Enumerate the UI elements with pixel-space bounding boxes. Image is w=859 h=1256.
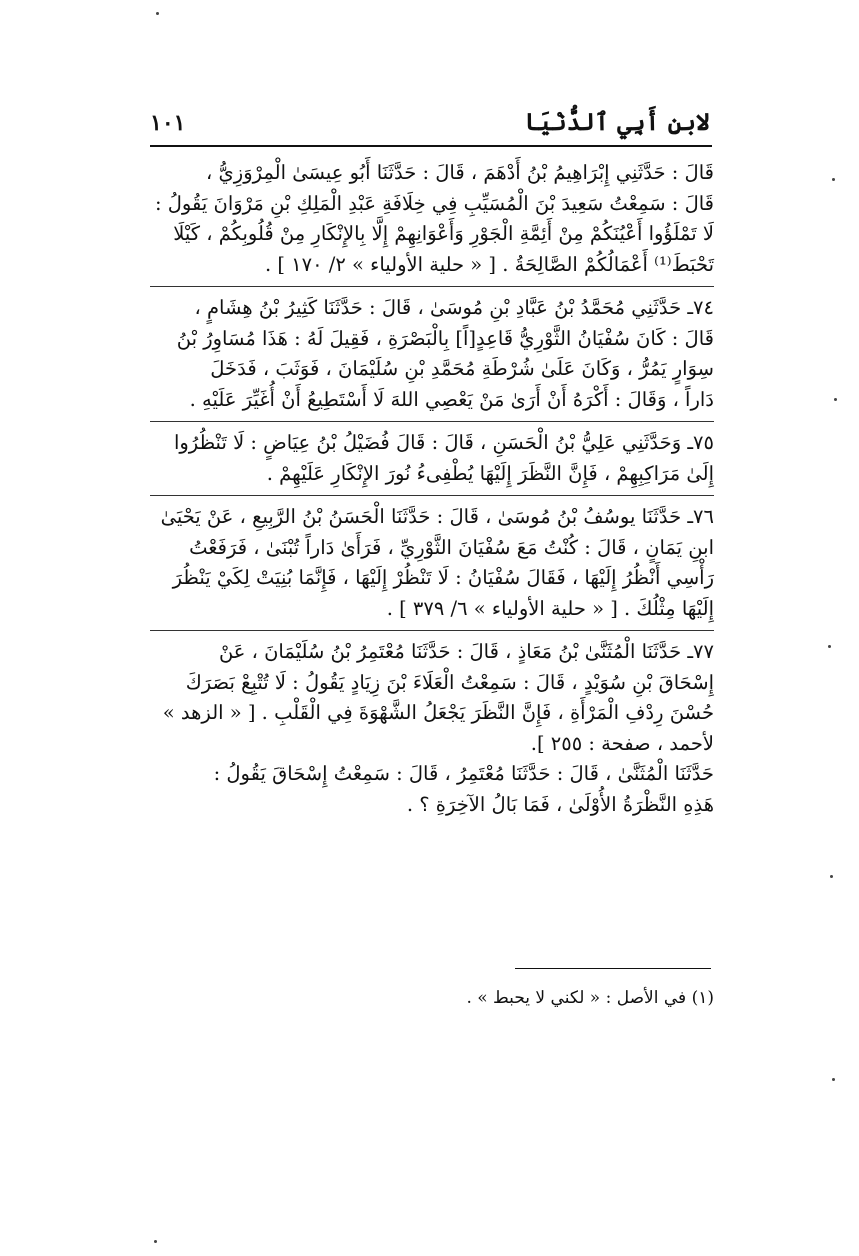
text-line: سِوَارٍ يَمُرُّ ، وَكَانَ عَلَىٰ شُرْطَةِ مُحَمَّدِ بْنِ سُلَيْمَانَ ، فَوَثَبَ ، فَدَخَلَ bbox=[210, 357, 714, 380]
text-line: دَاراً ، وَقَالَ : أَكْرَهُ أَنْ أَرَىٰ مَنْ يَعْصِي اللهَ لَا أَسْتَطِيعُ أَنْ أُغَيِّرَ عَلَيْهِ . bbox=[189, 387, 714, 411]
margin-dot bbox=[832, 178, 835, 181]
page-number: ١٠١ bbox=[150, 110, 186, 136]
header-rule bbox=[150, 145, 712, 147]
text-line: هَذِهِ النَّظْرَةُ الأُوْلَىٰ ، فَمَا بَالُ الآخِرَةِ ؟ . bbox=[406, 792, 714, 816]
text-line: ٧٧ـ حَدَّثَنَا الْمُثَنَّىٰ بْنُ مَعَاذٍ ، قَالَ : حَدَّثَنَا مُعْتَمِرُ بْنُ سُلَيْمَانَ ، عَنْ bbox=[218, 640, 714, 663]
body-text bbox=[150, 158, 714, 820]
paragraph-74 bbox=[150, 293, 714, 415]
text-line: ٧٦ـ حَدَّثَنَا يوسُفُ بْنُ مُوسَىٰ ، قَالَ : حَدَّثَنَا الْحَسَنُ بْنُ الرَّبِيعِ ، عَنْ يَحْيَىٰ bbox=[160, 505, 714, 528]
paragraph-73-continuation bbox=[150, 158, 714, 280]
paragraph-77 bbox=[150, 637, 714, 759]
section-divider bbox=[150, 630, 714, 631]
text-line: إِلَىٰ مَرَاكِبِهِمْ ، فَإِنَّ النَّظَرَ إِلَيْهَا يُطْفِىءُ نُورَ الإِنْكَارِ عَلَيْهِمْ . bbox=[266, 461, 714, 485]
text-line: قَالَ : كَانَ سُفْيَانُ الثَّوْرِيُّ قَاعِدٍ[اً] بِالْبَصْرَةِ ، فَقِيلَ لَهُ : هَذَا مُسَاوِرُ بْنُ bbox=[176, 326, 714, 350]
page-header bbox=[150, 96, 710, 136]
text-line: قَالَ : سَمِعْتُ سَعِيدَ بْنَ الْمُسَيِّبِ فِي خِلَافَةِ عَبْدِ الْمَلِكِ بْنِ مَرْوَانَ يَقُولُ : bbox=[155, 191, 714, 215]
section-divider bbox=[150, 286, 714, 287]
footnote-text: في الأصل : « لكني لا يحبط » . bbox=[466, 988, 687, 1008]
margin-dot bbox=[832, 1078, 835, 1081]
text-line: رَأْسِي أَنْظُرُ إِلَيْهَا ، فَقَالَ سُفْيَانُ : لَا تَنْظُرْ إِلَيْهَا ، فَإِنَّمَا بُنِيَتْ لِكَيْ يَنْظُرَ bbox=[172, 566, 714, 589]
text-line: تَحْبَطَ⁽¹⁾ أَعْمَالُكُمْ الصَّالِحَةُ . [ « حلية الأولياء » ٢/ ١٧٠ ] . bbox=[264, 252, 714, 276]
text-line: حُسْنَ رِدْفِ الْمَرْأَةِ ، فَإِنَّ النَّظَرَ يَجْعَلُ الشَّهْوَةَ فِي الْقَلْبِ . [ « الزهد » bbox=[162, 701, 714, 724]
text-line: لأحمد ، صفحة : ٢٥٥ ]. bbox=[530, 731, 714, 755]
paragraph-75 bbox=[150, 428, 714, 489]
text-line: إِلَيْهَا مِثْلُكَ . [ « حلية الأولياء » ٦/ ٣٧٩ ] . bbox=[386, 596, 714, 620]
paragraph-77-continuation bbox=[150, 759, 714, 820]
section-divider bbox=[150, 421, 714, 422]
margin-dot bbox=[834, 398, 837, 401]
text-line: لَا تَمْلَؤُوا أَعْيُنَكُمْ مِنْ أَئِمَّةِ الْجَوْرِ وَأَعْوَانِهِمْ إِلَّا بِالإِنْكَارِ مِنْ قُلُوبِكُمْ ، كَيْلَا bbox=[173, 222, 714, 245]
margin-dot bbox=[830, 875, 833, 878]
footnote-marker: (١) bbox=[691, 988, 714, 1008]
margin-dot bbox=[156, 12, 159, 15]
text-line: حَدَّثَنَا الْمُثَنَّىٰ ، قَالَ : حَدَّثَنَا مُعْتَمِرُ ، قَالَ : سَمِعْتُ إِسْحَاقَ يَقُولُ : bbox=[213, 762, 714, 785]
paragraph-76 bbox=[150, 502, 714, 624]
footnote-rule bbox=[515, 968, 711, 969]
text-line: ٧٥ـ وَحَدَّثَنِي عَلِيُّ بْنُ الْحَسَنِ ، قَالَ : قَالَ فُضَيْلُ بْنُ عِيَاضٍ : لَا تَنْظُرُوا bbox=[173, 431, 714, 454]
running-title: لابنِ أَبِي ٱلدُّنْيَا bbox=[524, 107, 710, 136]
margin-dot bbox=[828, 645, 831, 648]
margin-dot bbox=[154, 1240, 157, 1243]
footnote bbox=[150, 985, 714, 1011]
text-line: ٧٤ـ حَدَّثَنِي مُحَمَّدُ بْنُ عَبَّادِ بْنِ مُوسَىٰ ، قَالَ : حَدَّثَنَا كَثِيرُ بْنُ هِشَامٍ ، bbox=[194, 296, 714, 319]
text-line: ابنِ يَمَانٍ ، قَالَ : كُنْتُ مَعَ سُفْيَانَ الثَّوْرِيِّ ، فَرَأَىٰ دَاراً تُبْنَىٰ ، فَرَفَعْتُ bbox=[189, 535, 714, 559]
text-line: إِسْحَاقَ بْنِ سُوَيْدٍ ، قَالَ : سَمِعْتُ الْعَلَاءَ بْنَ زِيَادٍ يَقُولُ : لَا تُتْبِعْ بَصَرَكَ bbox=[185, 670, 714, 694]
section-divider bbox=[150, 495, 714, 496]
text-line: قَالَ : حَدَّثَنِي إِبْرَاهِيمُ بْنُ أَدْهَمَ ، قَالَ : حَدَّثَنَا أَبُو عِيسَىٰ الْمِرْوَزِيُّ ، bbox=[206, 161, 714, 184]
